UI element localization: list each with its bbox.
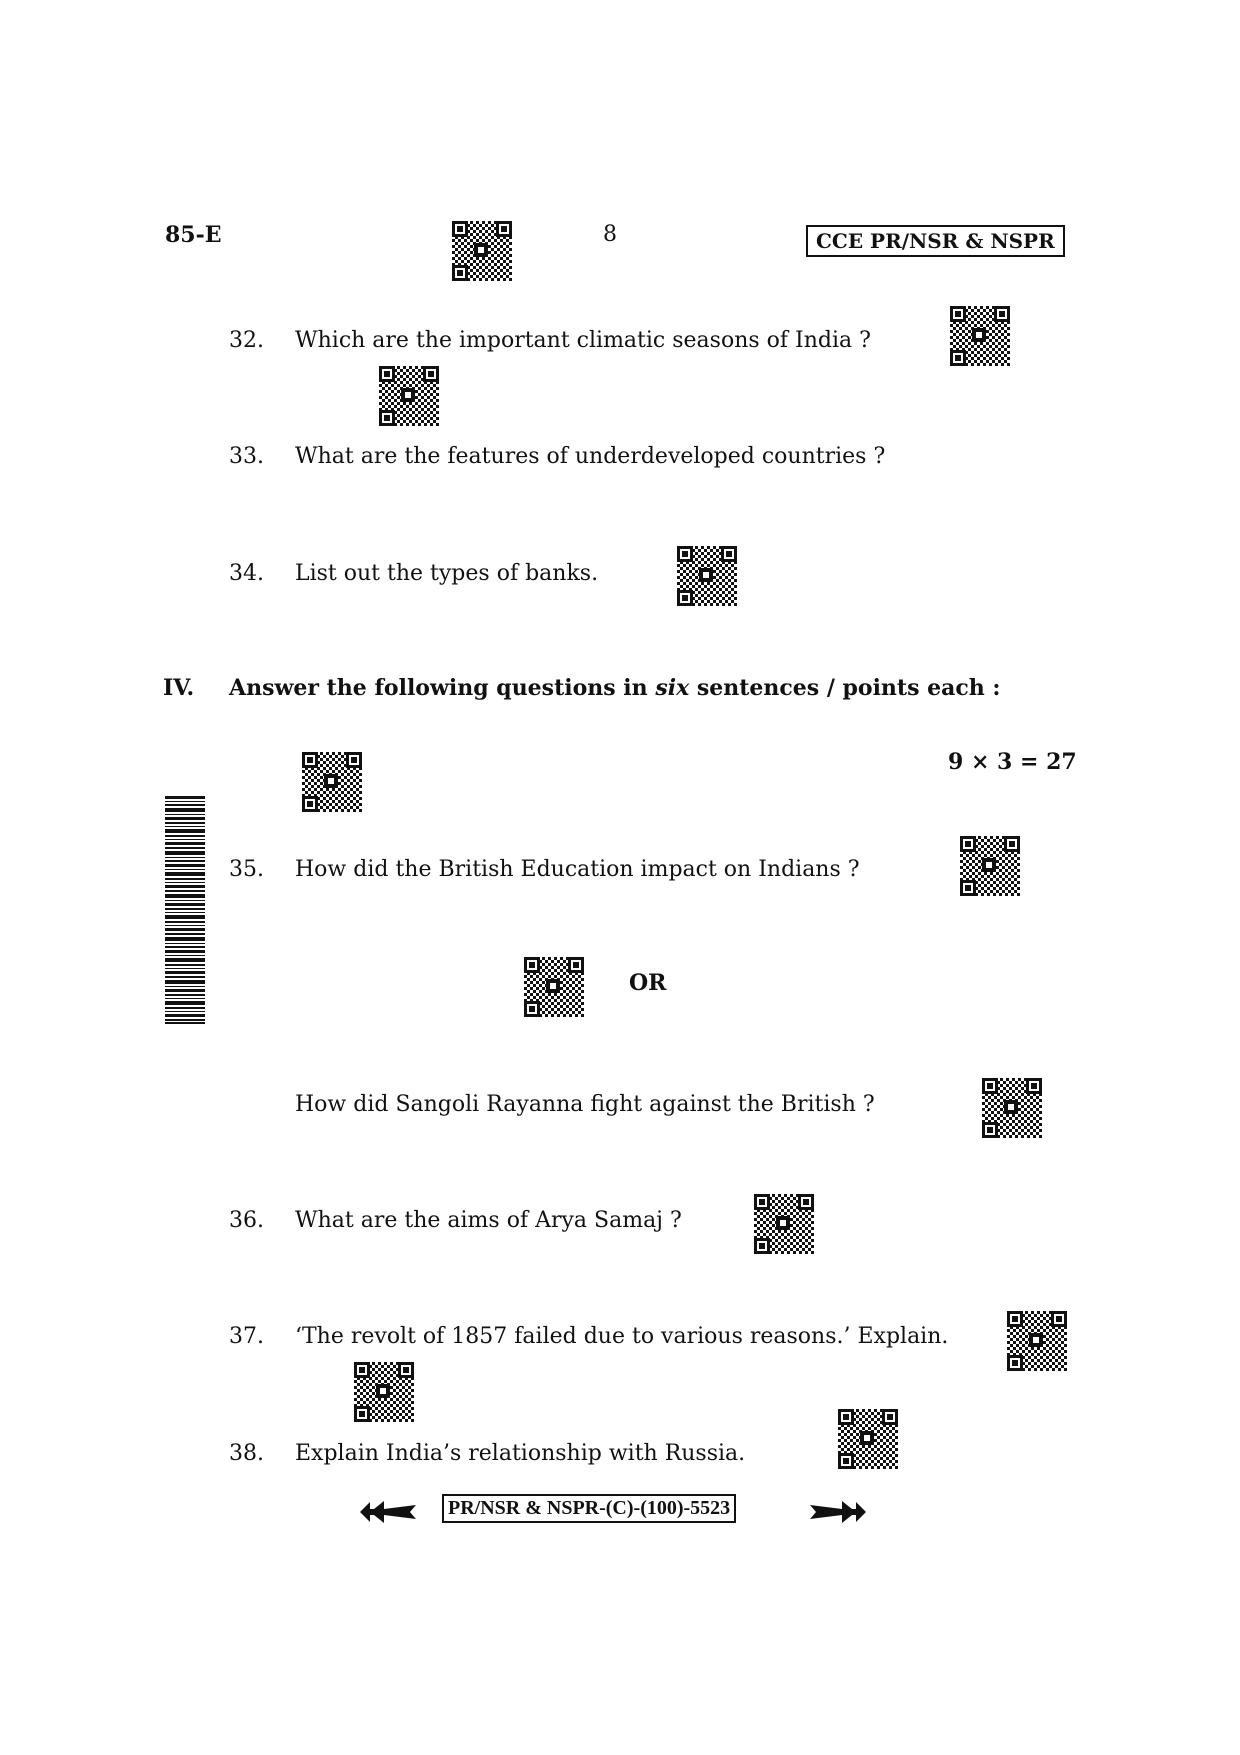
instruction-emphasis: six	[655, 675, 690, 701]
instruction-part: sentences / points each :	[689, 675, 1001, 701]
series-label: CCE PR/NSR & NSPR	[806, 225, 1065, 257]
question-number: 37.	[229, 1324, 264, 1349]
section-number: IV.	[163, 675, 195, 701]
or-label: OR	[629, 970, 667, 996]
question-number: 36.	[229, 1208, 264, 1233]
marks-allocation: 9 × 3 = 27	[948, 749, 1077, 775]
page-number: 8	[603, 222, 617, 247]
qr-code-icon	[960, 836, 1020, 896]
qr-code-icon	[677, 546, 737, 606]
section-instruction	[229, 675, 1001, 701]
qr-code-icon	[1007, 1311, 1067, 1371]
qr-code-icon	[524, 957, 584, 1017]
question-text: List out the types of banks.	[295, 561, 599, 586]
question-number: 34.	[229, 561, 264, 586]
question-number: 38.	[229, 1441, 264, 1466]
question-text: How did Sangoli Rayanna fight against the British ?	[295, 1092, 875, 1117]
question-text: What are the aims of Arya Samaj ?	[295, 1208, 682, 1233]
qr-code-icon	[982, 1078, 1042, 1138]
question-text: Which are the important climatic seasons of India ?	[295, 328, 871, 353]
question-text: What are the features of underdeveloped countries ?	[295, 444, 886, 469]
question-number: 32.	[229, 328, 264, 353]
barcode-icon	[165, 796, 205, 1024]
question-number: 33.	[229, 444, 264, 469]
question-number: 35.	[229, 857, 264, 882]
question-text: ‘The revolt of 1857 failed due to various reasons.’ Explain.	[295, 1324, 949, 1349]
question-text: How did the British Education impact on Indians ?	[295, 857, 860, 882]
previous-page-arrow-icon	[360, 1499, 416, 1525]
qr-code-icon	[452, 221, 512, 281]
qr-code-icon	[754, 1194, 814, 1254]
paper-code: 85-E	[165, 222, 222, 248]
qr-code-icon	[302, 752, 362, 812]
qr-code-icon	[354, 1362, 414, 1422]
next-page-arrow-icon	[810, 1499, 866, 1525]
qr-code-icon	[379, 366, 439, 426]
instruction-part: Answer the following questions in	[229, 675, 656, 701]
qr-code-icon	[950, 306, 1010, 366]
footer-code: PR/NSR & NSPR-(C)-(100)-5523	[442, 1494, 736, 1523]
qr-code-icon	[838, 1409, 898, 1469]
question-text: Explain India’s relationship with Russia.	[295, 1441, 746, 1466]
